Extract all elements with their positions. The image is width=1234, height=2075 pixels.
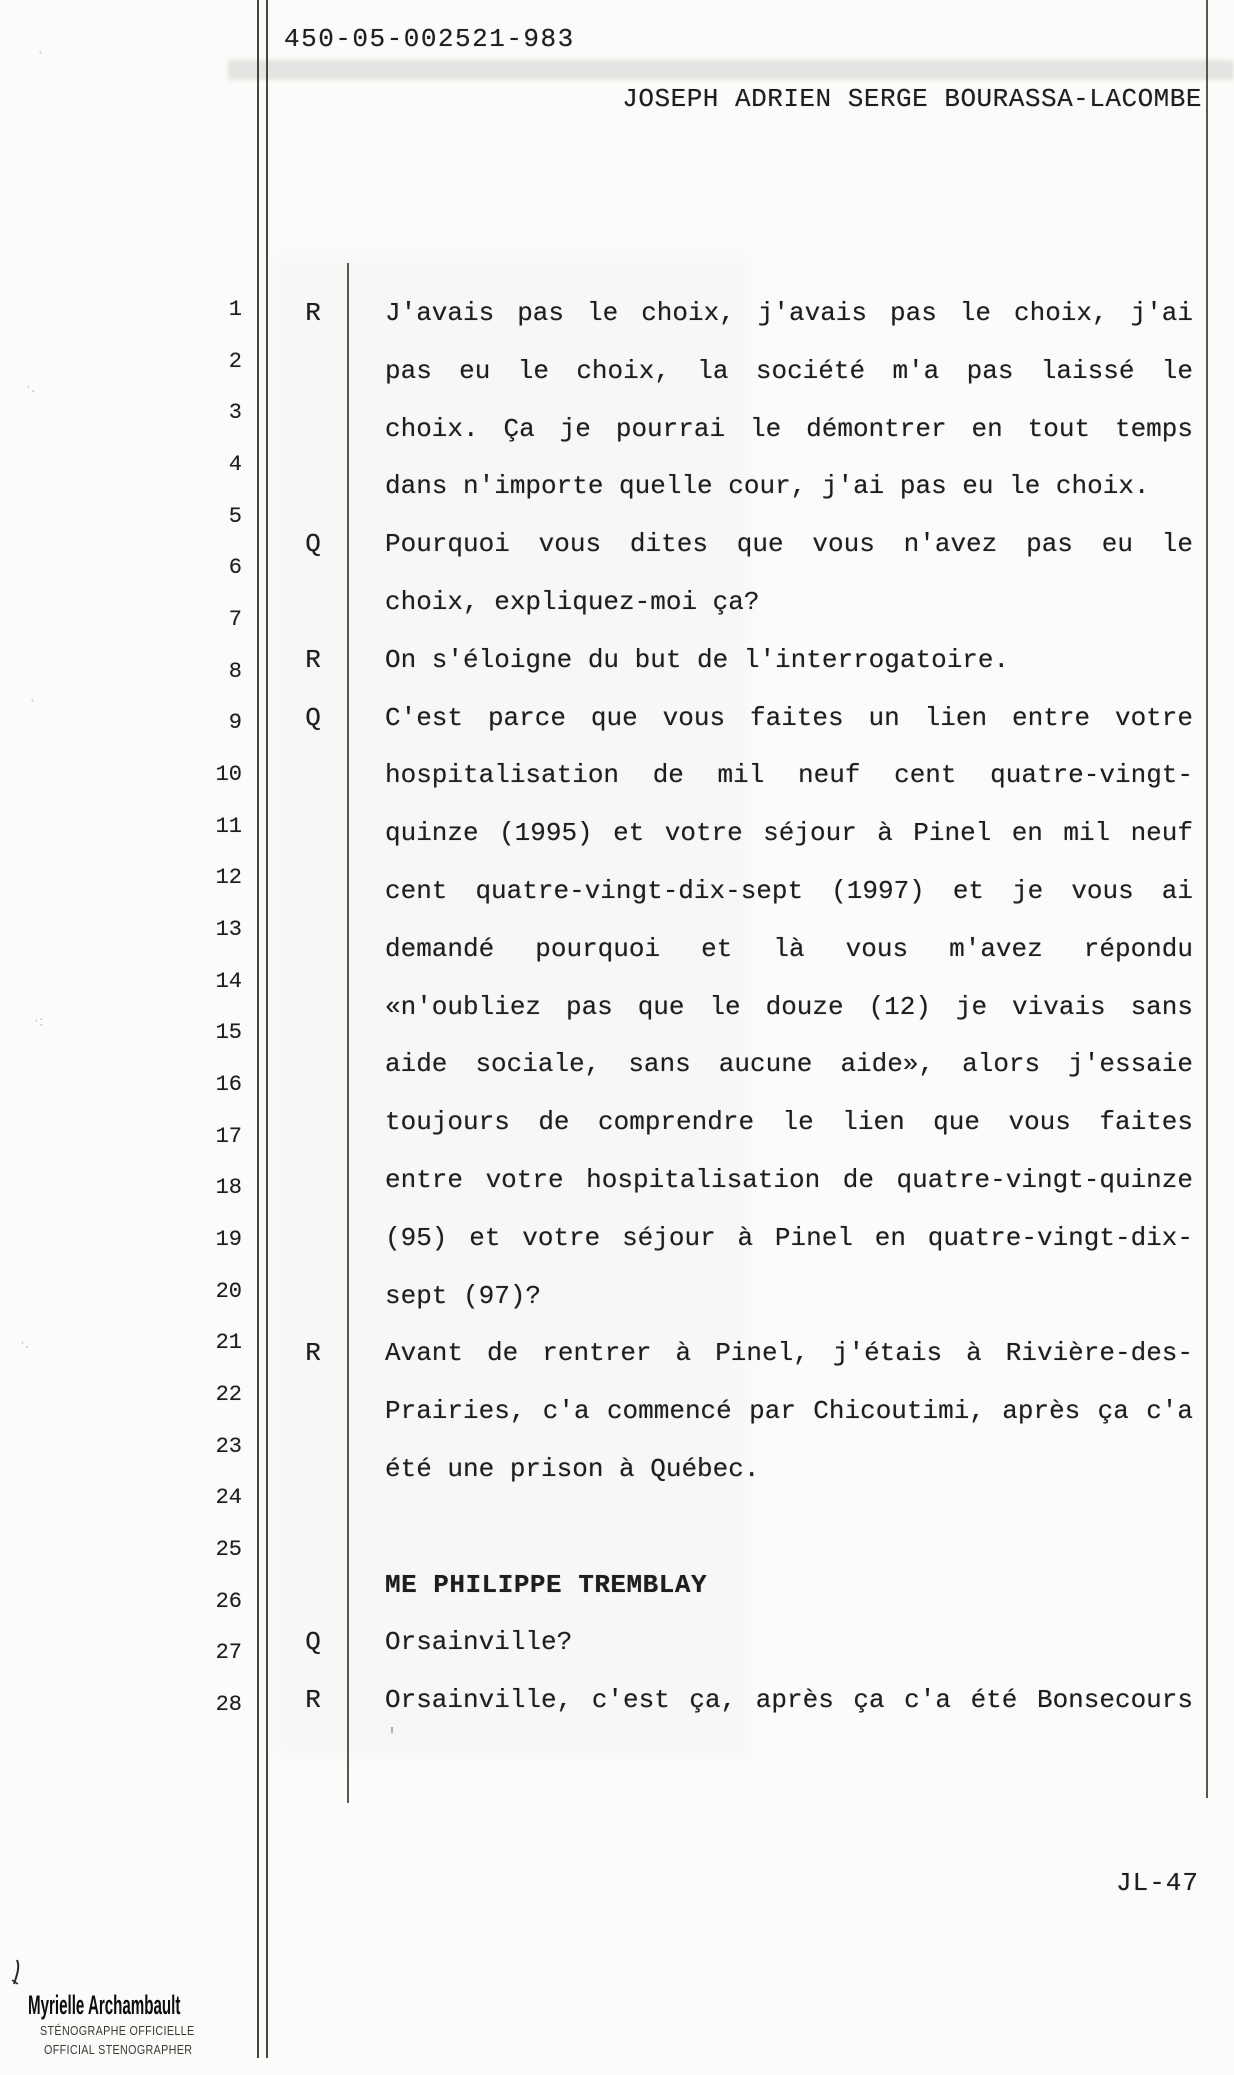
transcript-text-line: Orsainville, c'est ça, après ça c'a été Bonsecours xyxy=(385,1685,1193,1716)
speaker-marker: R xyxy=(305,1685,321,1716)
scan-artifact-band xyxy=(228,60,1234,80)
line-number: 21 xyxy=(215,1330,242,1356)
line-number: 23 xyxy=(215,1433,242,1459)
line-number: 8 xyxy=(228,658,242,684)
speaker-marker: Q xyxy=(305,1627,321,1658)
line-number: 19 xyxy=(215,1226,242,1252)
handwritten-mark xyxy=(8,1958,28,1988)
transcript-text-line: Orsainville? xyxy=(385,1627,573,1658)
scan-speck: · xyxy=(30,692,35,710)
line-number: 16 xyxy=(215,1071,242,1097)
left-double-rule-inner xyxy=(266,0,268,2058)
line-number: 13 xyxy=(215,916,242,942)
transcript-text-line: hospitalisation de mil neuf cent quatre-vingt- xyxy=(385,760,1193,791)
scan-speck: ·: xyxy=(34,1012,44,1030)
line-number: 11 xyxy=(215,813,242,839)
line-number: 17 xyxy=(215,1123,242,1149)
transcript-text-line: dans n'importe quelle cour, j'ai pas eu le choix. xyxy=(385,471,1150,502)
line-number: 18 xyxy=(215,1175,242,1201)
transcript-text-line: On s'éloigne du but de l'interrogatoire. xyxy=(385,644,1010,675)
line-number: 26 xyxy=(215,1588,242,1614)
transcript-text-line: choix, expliquez-moi ça? xyxy=(385,587,760,617)
line-number: 9 xyxy=(228,710,242,736)
transcript-text-line: toujours de comprendre le lien que vous faites xyxy=(385,1107,1193,1138)
line-number: 4 xyxy=(228,452,242,477)
speaker-marker: R xyxy=(305,644,321,675)
line-number: 12 xyxy=(215,865,242,891)
witness-name: JOSEPH ADRIEN SERGE BOURASSA-LACOMBE xyxy=(622,84,1202,114)
line-number: 22 xyxy=(215,1381,242,1407)
transcript-text-line: quinze (1995) et votre séjour à Pinel en mil neuf xyxy=(385,818,1193,849)
speaker-marker: Q xyxy=(305,702,321,733)
line-number: 24 xyxy=(215,1485,242,1511)
transcript-text-line: cent quatre-vingt-dix-sept (1997) et je vous ai xyxy=(385,876,1193,906)
line-number: 20 xyxy=(215,1278,242,1304)
transcript-text-line: entre votre hospitalisation de quatre-vingt-quinze xyxy=(385,1165,1193,1195)
exhibit-page-label: JL-47 xyxy=(1116,1868,1200,1898)
transcript-text-line: Prairies, c'a commencé par Chicoutimi, après ça c'a xyxy=(385,1396,1193,1427)
stenographer-title-en: OFFICIAL STENOGRAPHER xyxy=(44,2043,193,2057)
transcript-text-line: ME PHILIPPE TREMBLAY xyxy=(385,1569,708,1600)
speaker-marker: R xyxy=(305,1338,321,1369)
line-number: 14 xyxy=(215,968,242,994)
line-number: 25 xyxy=(215,1536,242,1562)
line-number: 1 xyxy=(228,297,242,322)
transcript-text-line: C'est parce que vous faites un lien entre votre xyxy=(385,702,1193,733)
line-number: 15 xyxy=(215,1020,242,1046)
transcript-text-line: demandé pourquoi et là vous m'avez répondu xyxy=(385,933,1193,964)
transcript-text-line: (95) et votre séjour à Pinel en quatre-vingt-dix- xyxy=(385,1222,1193,1253)
transcript-text-line: pas eu le choix, la société m'a pas laissé le xyxy=(385,355,1193,386)
transcript-text-line: J'avais pas le choix, j'avais pas le choix, j'ai xyxy=(385,298,1193,328)
transcript-text-line: sept (97)? xyxy=(385,1280,542,1311)
speaker-marker: R xyxy=(305,298,321,328)
line-number: 10 xyxy=(215,761,242,787)
scan-ghost-apostrophe: ' xyxy=(386,1726,399,1749)
line-number: 27 xyxy=(215,1640,242,1666)
line-number: 6 xyxy=(228,555,242,581)
transcript-text-line: Pourquoi vous dites que vous n'avez pas eu le xyxy=(385,529,1193,560)
speaker-marker: Q xyxy=(305,529,321,560)
line-number: 5 xyxy=(228,503,242,529)
line-number: 28 xyxy=(215,1691,242,1717)
transcript-text-line: «n'oubliez pas que le douze (12) je vivais sans xyxy=(385,991,1193,1022)
line-number: 2 xyxy=(228,348,242,374)
left-double-rule-outer xyxy=(257,0,259,2058)
scan-speck: ·. xyxy=(26,378,36,396)
line-number: 7 xyxy=(228,607,242,632)
case-number: 450-05-002521-983 xyxy=(284,24,575,54)
transcript-text-line: aide sociale, sans aucune aide», alors j'essaie xyxy=(385,1049,1193,1080)
right-margin-rule xyxy=(1206,0,1208,1798)
stenographer-name: Myrielle Archambault xyxy=(28,1990,181,2020)
text-column-rule xyxy=(347,263,349,1803)
line-number: 3 xyxy=(228,400,242,426)
transcript-text-line: Avant de rentrer à Pinel, j'étais à Rivière-des- xyxy=(385,1338,1193,1369)
scan-speck: · xyxy=(38,44,43,62)
transcript-text-line: choix. Ça je pourrai le démontrer en tout temps xyxy=(385,413,1193,444)
scan-speck: ·. xyxy=(20,1334,30,1352)
transcript-text-line: été une prison à Québec. xyxy=(385,1454,760,1484)
stenographer-title-fr: STÉNOGRAPHE OFFICIELLE xyxy=(40,2024,195,2038)
